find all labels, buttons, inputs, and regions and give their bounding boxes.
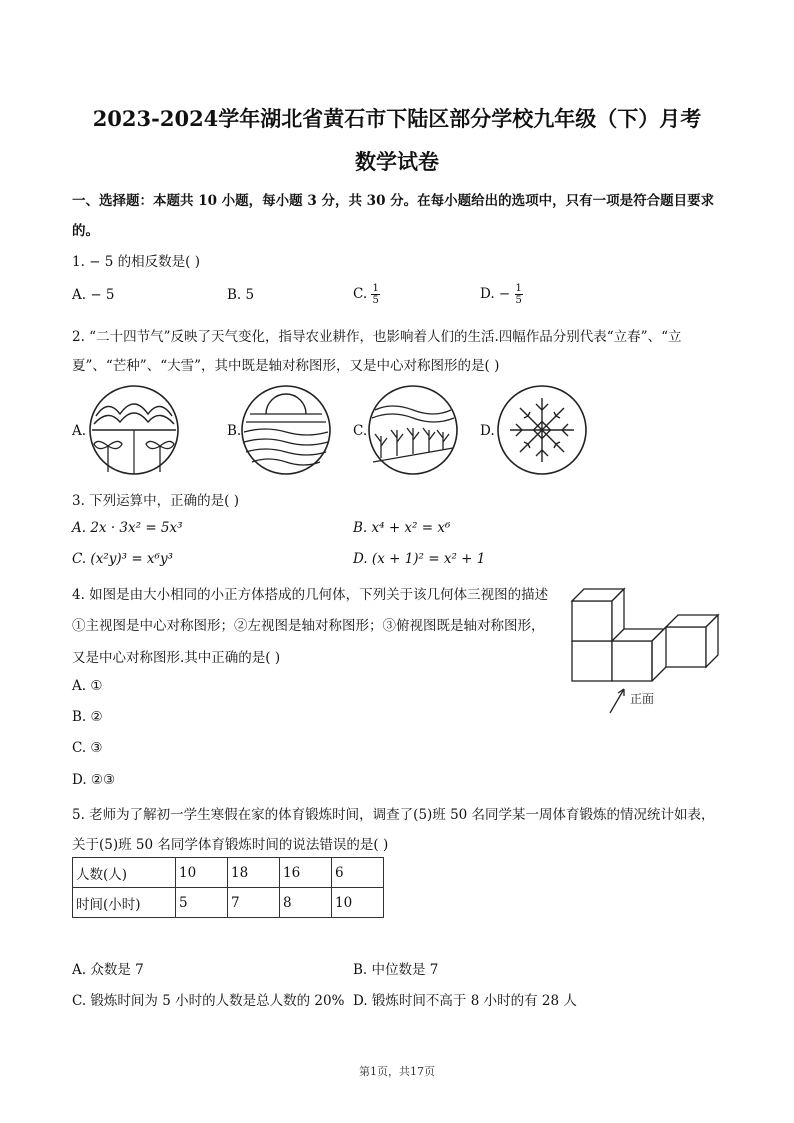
table-cell: 10 [332,888,384,918]
table-row [73,888,384,918]
q4-figure-label: 正面 [630,692,655,706]
q2-option-d-label: D. [480,423,495,439]
q2-option-b-label: B. [227,423,242,439]
q1-option-d-label: D. − [480,286,511,302]
q2-option-a-label: A. [72,423,87,439]
q4-option-d: D. ②③ [72,772,116,788]
q1-c-numerator: 1 [372,283,379,294]
q4-option-a: A. ① [72,678,103,694]
q1-d-numerator: 1 [515,283,522,294]
q3-option-a: A. 2x · 3x² = 5x³ [72,520,183,536]
q4-option-c: C. ③ [72,740,103,756]
q4-cube-figure [568,583,724,718]
q5-option-b: B. 中位数是 7 [353,962,439,978]
q1-stem: 1. − 5 的相反数是( ) [72,254,200,270]
table-cell: 10 [176,858,228,888]
paper-title-line2: 数学试卷 [355,149,439,174]
section-heading-cont: 的。 [72,223,99,239]
q1-c-denominator: 5 [372,295,379,306]
q5-option-a: A. 众数是 7 [72,962,144,978]
q2-option-c-label: C. [353,423,368,439]
q5-stem-line1: 5. 老师为了解初一学生寒假在家的体育锻炼时间，调查了(5)班 50 名同学某一周体育锻炼的情况统计如表， [72,807,715,823]
q2-stem-line2: 夏”、“芒种”、“大雪”，其中既是轴对称图形，又是中心对称图形的是( ) [72,358,500,374]
section-heading: 一、选择题：本题共 10 小题，每小题 3 分，共 30 分。在每小题给出的选项中，只有一项是符合题目要求 [72,193,715,209]
q1-option-d [480,283,523,306]
q2-option-a-image [88,384,180,476]
paper-title-line1: 2023-2024学年湖北省黄石市下陆区部分学校九年级（下）月考 [92,106,702,131]
table-cell: 16 [280,858,332,888]
q1-d-denominator: 5 [515,295,522,306]
q1-option-c-fraction [371,283,379,306]
q5-option-d: D. 锻炼时间不高于 8 小时的有 28 人 [353,993,577,1009]
q5-stem-line2: 关于(5)班 50 名同学体育锻炼时间的说法错误的是( ) [72,837,389,853]
q4-option-b: B. ② [72,709,103,725]
table-cell: 时间(小时) [73,888,176,918]
q3-option-c: C. (x²y)³ = x⁶y³ [72,551,173,567]
q1-option-c-label: C. [353,286,368,302]
q5-option-c: C. 锻炼时间为 5 小时的人数是总人数的 20% [72,993,345,1009]
q1-option-b: B. 5 [227,287,255,303]
table-cell: 8 [280,888,332,918]
table-cell: 6 [332,858,384,888]
q4-stem-line1: 4. 如图是由大小相同的小正方体搭成的几何体，下列关于该几何体三视图的描述 [72,587,549,603]
q2-option-c-image [367,384,459,476]
q1-option-a: A. − 5 [72,287,115,303]
q2-option-d-image [496,384,588,476]
table-cell: 5 [176,888,228,918]
q1-option-c [353,283,380,306]
table-cell: 18 [228,858,280,888]
q4-stem-line3: 又是中心对称图形.其中正确的是( ) [72,650,281,666]
q3-option-d: D. (x + 1)² = x² + 1 [353,551,486,567]
table-cell: 人数(人) [73,858,176,888]
table-row [73,858,384,888]
q3-option-b: B. x⁴ + x² = x⁶ [353,520,451,536]
q3-stem: 3. 下列运算中，正确的是( ) [72,493,239,509]
q5-data-table [72,857,384,918]
page-footer: 第1页，共17页 [359,1065,435,1078]
q1-option-d-fraction [515,283,523,306]
q4-stem-line2: ①主视图是中心对称图形；②左视图是轴对称图形；③俯视图既是轴对称图形， [72,618,545,634]
table-cell: 7 [228,888,280,918]
q2-stem-line1: 2. “二十四节气”反映了天气变化，指导农业耕作，也影响着人们的生活.四幅作品分别代表“立春”、“立 [72,329,682,345]
q2-option-b-image [240,384,332,476]
